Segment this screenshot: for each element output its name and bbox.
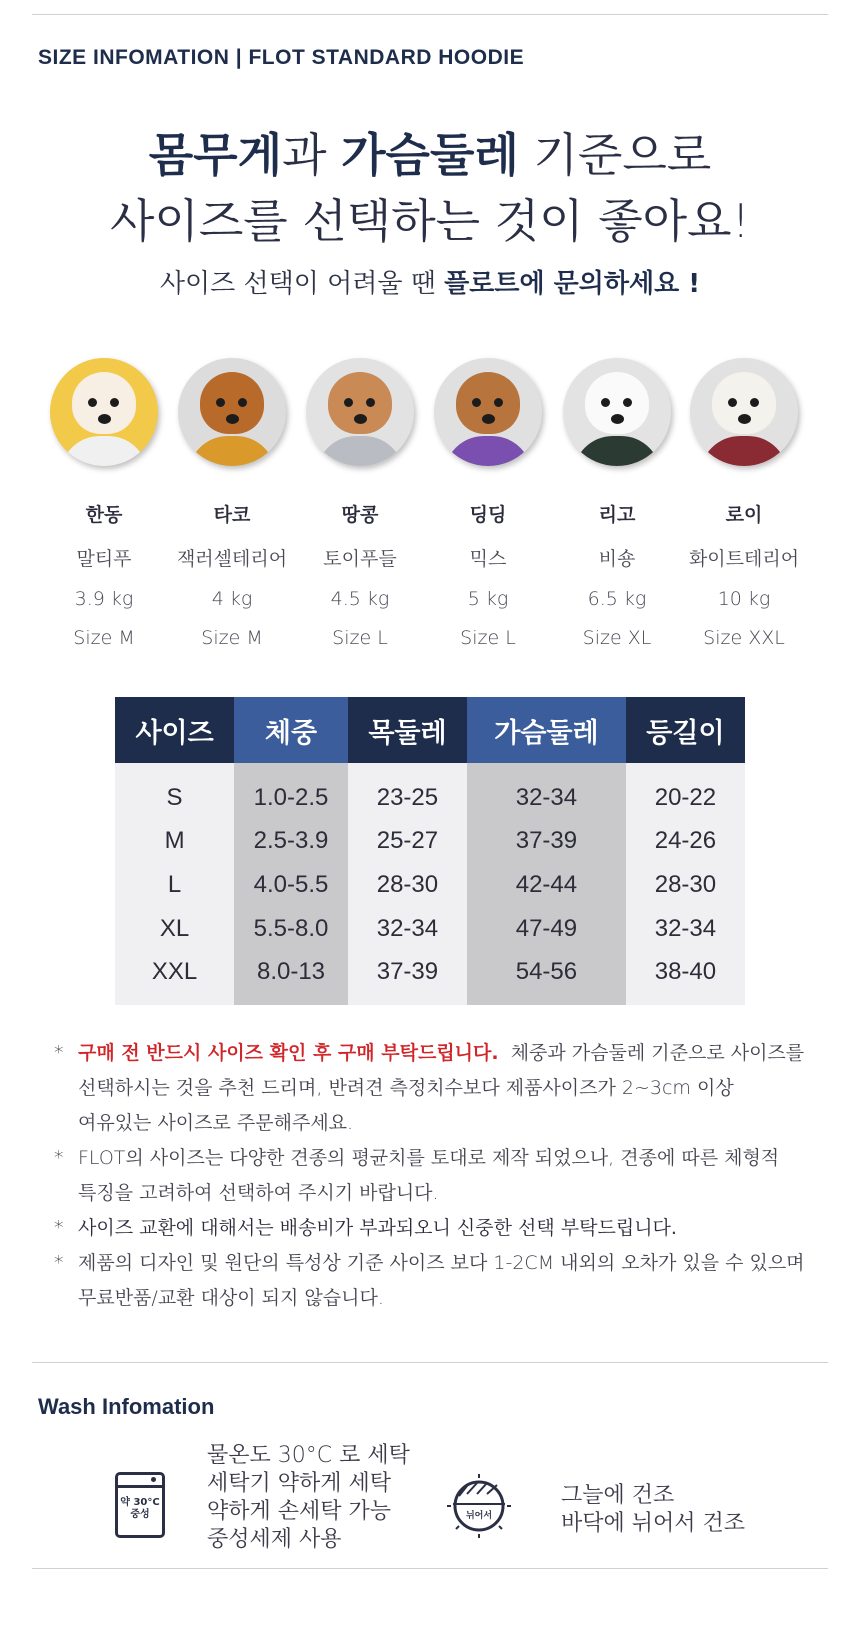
dog-card [162,358,302,649]
note-text: 선택하시는 것을 추천 드리며, 반려견 측정치수보다 제품사이즈가 2~3cm 이상 [78,1077,734,1099]
table-row [115,951,745,1005]
table-cell: 32-34 [626,907,745,951]
note-item [54,1246,814,1316]
wash-icon-temp: 약 30°C [120,1497,160,1508]
mixed-dog-photo [434,358,542,466]
headline-chest-keyword: 가슴둘레 [341,128,519,182]
note-asterisk: * [54,1147,64,1169]
bottom-divider [32,1568,828,1569]
table-cell: 4.0-5.5 [234,863,348,907]
dog-breed: 믹스 [469,548,507,570]
headline-line-1 [0,126,860,184]
note-warning: 구매 전 반드시 사이즈 확인 후 구매 부탁드립니다. [78,1042,499,1064]
note-asterisk: * [54,1042,64,1064]
table-cell: 5.5-8.0 [234,907,348,951]
table-cell: XL [115,907,234,951]
table-cell: 8.0-13 [234,951,348,1005]
wash-icon-detergent: 중성 [130,1509,150,1520]
dog-weight: 10 kg [717,588,771,610]
table-cell: M [115,819,234,863]
dog-card [674,358,814,649]
dog-size: Size L [460,627,516,649]
table-cell: 37-39 [348,951,467,1005]
dry-icon-label: 뉘어서 [465,1511,493,1521]
table-cell: L [115,863,234,907]
dog-size: Size M [201,627,263,649]
table-row [115,763,745,819]
dog-breed: 토이푸들 [323,548,397,570]
table-cell: 25-27 [348,819,467,863]
dog-models-list [34,358,830,648]
note-text: FLOT의 사이즈는 다양한 견종의 평균치를 토대로 제작 되었으나, 견종에 따른 체형적 [78,1147,780,1169]
flat-dry-shade-icon [445,1472,513,1540]
wash-line: 약하게 손세탁 가능 [207,1499,392,1524]
note-asterisk: * [54,1252,64,1274]
dry-instructions [561,1482,745,1538]
dog-card [547,358,687,649]
dog-card [34,358,174,649]
dog-name: 리고 [598,504,636,526]
headline-line-2: 사이즈를 선택하는 것이 좋아요! [110,194,750,248]
bichon-photo [563,358,671,466]
dog-card [290,358,430,649]
wash-line: 세탁기 약하게 세탁 [207,1471,392,1496]
note-asterisk: * [54,1217,64,1239]
table-cell: 24-26 [626,819,745,863]
dog-size: Size XXL [703,627,785,649]
headline-contact [0,267,860,301]
dog-weight: 5 kg [467,588,509,610]
wash-line: 물온도 30°C 로 세탁 [207,1443,410,1468]
dog-breed: 말티푸 [76,548,132,570]
top-divider [32,14,828,15]
note-text: 여유있는 사이즈로 주문해주세요. [78,1112,354,1134]
col-header-chest: 가슴둘레 [467,697,626,763]
headline-connector: 과 [282,128,342,182]
table-cell: 2.5-3.9 [234,819,348,863]
wash-title: Wash Infomation [38,1394,215,1419]
table-cell: 20-22 [626,763,745,819]
table-row [115,819,745,863]
washing-machine-icon [115,1472,165,1538]
dog-name: 로이 [725,504,763,526]
table-cell: 28-30 [626,863,745,907]
headline-contact-bold: 플로트에 문의하세요 ! [444,269,701,299]
note-item [54,1036,814,1141]
note-text: 체중과 가슴둘레 기준으로 사이즈를 [510,1042,805,1064]
table-cell: 28-30 [348,863,467,907]
table-cell: S [115,763,234,819]
table-cell: 32-34 [348,907,467,951]
dog-weight: 6.5 kg [587,588,647,610]
purchase-notes [54,1036,814,1316]
col-header-back-length: 등길이 [626,697,745,763]
toy-poodle-photo [306,358,414,466]
dog-breed: 화이트테리어 [688,548,800,570]
table-cell: 1.0-2.5 [234,763,348,819]
section-title: SIZE INFOMATION | FLOT STANDARD HOODIE [38,46,525,69]
table-cell: 23-25 [348,763,467,819]
note-text: 특징을 고려하여 선택하여 주시기 바랍니다. [78,1182,439,1204]
col-header-weight: 체중 [234,697,348,763]
dog-size: Size XL [582,627,652,649]
table-cell: XXL [115,951,234,1005]
maltipoo-photo [50,358,158,466]
size-table [115,697,745,1005]
dog-name: 땅콩 [341,504,379,526]
note-text: 무료반품/교환 대상이 되지 않습니다. [78,1287,384,1309]
wash-divider [32,1362,828,1363]
note-item [54,1141,814,1211]
table-cell: 37-39 [467,819,626,863]
table-cell: 42-44 [467,863,626,907]
headline-weight-keyword: 몸무게 [148,128,283,182]
table-cell: 47-49 [467,907,626,951]
table-cell: 38-40 [626,951,745,1005]
note-item [54,1211,814,1246]
wash-line: 중성세제 사용 [207,1527,342,1552]
col-header-size: 사이즈 [115,697,234,763]
note-text: 사이즈 교환에 대해서는 배송비가 부과되오니 신중한 선택 부탁드립니다. [78,1217,677,1239]
dog-breed: 비숑 [598,548,636,570]
table-cell: 54-56 [467,951,626,1005]
col-header-neck: 목둘레 [348,697,467,763]
wash-instructions [207,1442,410,1554]
table-row [115,907,745,951]
dog-name: 한동 [85,504,123,526]
dog-weight: 3.9 kg [74,588,134,610]
dog-name: 딩딩 [469,504,507,526]
dog-breed: 잭러셀테리어 [176,548,288,570]
size-table-header-row [115,697,745,763]
dog-weight: 4 kg [211,588,253,610]
dog-card [418,358,558,649]
headline-line-1-end: 기준으로 [518,128,712,182]
dog-size: Size M [73,627,135,649]
dog-name: 타코 [213,504,251,526]
headline-contact-prefix: 사이즈 선택이 어려울 땐 [159,269,445,299]
dog-weight: 4.5 kg [330,588,390,610]
table-row [115,863,745,907]
dry-line: 그늘에 건조 [561,1483,675,1508]
dry-line: 바닥에 뉘어서 건조 [561,1511,746,1536]
table-cell: 32-34 [467,763,626,819]
white-terrier-photo [690,358,798,466]
dog-size: Size L [332,627,388,649]
jack-russell-photo [178,358,286,466]
note-text: 제품의 디자인 및 원단의 특성상 기준 사이즈 보다 1-2CM 내외의 오차가 있을 수 있으며 [78,1252,805,1274]
